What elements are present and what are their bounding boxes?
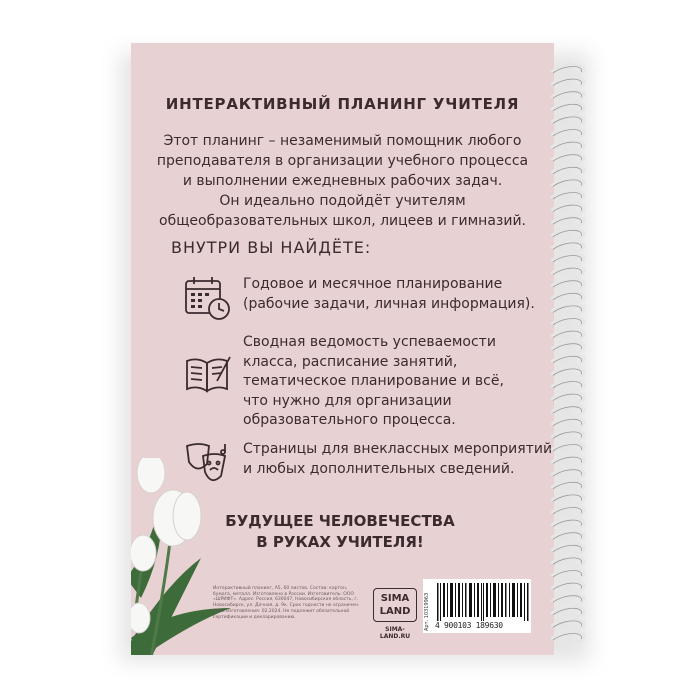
- article-number: Арт. 10319963: [424, 592, 430, 631]
- spiral-coil: [551, 77, 584, 88]
- tulip-illustration: [131, 458, 241, 655]
- logo-line: SIMA: [380, 593, 410, 604]
- spiral-coil: [551, 430, 584, 441]
- spiral-coil: [551, 442, 584, 453]
- feature-text: [243, 275, 535, 314]
- feature-line: тематическое планирование и всё,: [243, 373, 504, 389]
- open-book-pen-icon: [183, 351, 233, 399]
- spiral-coil: [551, 531, 584, 542]
- intro-line: общеобразовательных школ, лицеев и гимназий.: [159, 213, 526, 229]
- spiral-coil: [551, 203, 584, 214]
- slogan-line: БУДУЩЕЕ ЧЕЛОВЕЧЕСТВА: [225, 512, 455, 530]
- spiral-coil: [551, 316, 584, 327]
- spiral-coil: [551, 140, 584, 151]
- spiral-coil: [551, 241, 584, 252]
- spiral-coil: [551, 392, 584, 403]
- feature-item-gradebook: [183, 333, 504, 431]
- logo-line: LAND: [379, 606, 411, 617]
- spiral-coil: [551, 102, 584, 113]
- spiral-coil: [551, 115, 584, 126]
- intro-line: Он идеально подойдёт учителям: [219, 193, 466, 209]
- feature-line: Годовое и месячное планирование: [243, 276, 503, 292]
- spiral-coil: [551, 291, 584, 302]
- slogan: [225, 511, 455, 553]
- sima-land-logo: [373, 588, 417, 622]
- spiral-coil: [551, 606, 584, 617]
- barcode-digits: 4 900103 189630: [435, 621, 503, 630]
- spiral-coil: [551, 543, 584, 554]
- spiral-coil: [551, 455, 584, 466]
- spiral-coil: [551, 619, 584, 630]
- spiral-coil: [551, 379, 584, 390]
- legal-fineprint: Интерактивный планинг, А5, 60 листов. Состав: картон, бумага, металл. Изготовлено в России. Изготовитель: ООО «ШРИФТ». Адрес: Россия, 630047, Новосибирская область, г. Новосибирск, ул. Дачная, д. 9к. Срок годности не ограничен. Дата изготовления: 02.2024. Не подлежит обязательной сертификации и декларированию.: [213, 586, 360, 620]
- spiral-coil: [551, 556, 584, 567]
- feature-line: (рабочие задачи, личная информация).: [243, 295, 535, 312]
- feature-line: что нужно для организации: [243, 392, 452, 409]
- intro-line: Этот планинг – незаменимый помощник любого: [163, 133, 522, 149]
- spiral-coil: [551, 64, 584, 75]
- feature-line: Страницы для внеклассных мероприятий: [243, 441, 553, 457]
- spiral-coil: [551, 493, 584, 504]
- spiral-coil: [551, 153, 584, 164]
- planner-back-cover: [131, 43, 554, 655]
- spiral-coil: [551, 329, 584, 340]
- brand-url: SIMA-LAND.RU: [379, 626, 411, 640]
- cover-title: ИНТЕРАКТИВНЫЙ ПЛАНИНГ УЧИТЕЛЯ: [165, 95, 520, 113]
- spiral-coil: [551, 480, 584, 491]
- calendar-clock-icon: [183, 275, 233, 323]
- spiral-coil: [551, 354, 584, 365]
- spiral-coil: [551, 505, 584, 516]
- spiral-coil: [551, 342, 584, 353]
- section-heading: ВНУТРИ ВЫ НАЙДЁТЕ:: [171, 238, 372, 257]
- spiral-coil: [551, 127, 584, 138]
- intro-paragraph: [141, 131, 544, 231]
- feature-line: класса, расписание занятий,: [243, 353, 458, 370]
- intro-line: преподавателя в организации учебного процесса: [156, 153, 529, 169]
- spiral-coil: [551, 367, 584, 378]
- spiral-coil: [551, 518, 584, 529]
- spiral-coil: [551, 468, 584, 479]
- spiral-coil: [551, 178, 584, 189]
- barcode-label: [423, 579, 531, 633]
- spiral-coil: [551, 266, 584, 277]
- spiral-coil: [551, 568, 584, 579]
- feature-text: [243, 440, 552, 479]
- feature-line: Сводная ведомость успеваемости: [243, 334, 496, 350]
- slogan-line: В РУКАХ УЧИТЕЛЯ!: [256, 533, 424, 551]
- spiral-binding: [545, 48, 590, 648]
- spiral-coil: [551, 417, 584, 428]
- spiral-coil: [551, 631, 584, 642]
- spiral-coil: [551, 581, 584, 592]
- spiral-coil: [551, 279, 584, 290]
- spiral-coil: [551, 253, 584, 264]
- spiral-coil: [551, 594, 584, 605]
- feature-text: [243, 333, 504, 431]
- spiral-coil: [551, 228, 584, 239]
- barcode: [437, 583, 529, 621]
- spiral-coil: [551, 405, 584, 416]
- brand-block: [371, 588, 419, 640]
- spiral-coil: [551, 216, 584, 227]
- spiral-coil: [551, 165, 584, 176]
- intro-line: и выполнении ежедневных рабочих задач.: [182, 173, 503, 189]
- feature-line: и любых дополнительных сведений.: [243, 460, 515, 477]
- spiral-coil: [551, 190, 584, 201]
- feature-line: образовательного процесса.: [243, 412, 456, 428]
- spiral-coil: [551, 90, 584, 101]
- spiral-coil: [551, 304, 584, 315]
- feature-item-planning: [183, 275, 535, 323]
